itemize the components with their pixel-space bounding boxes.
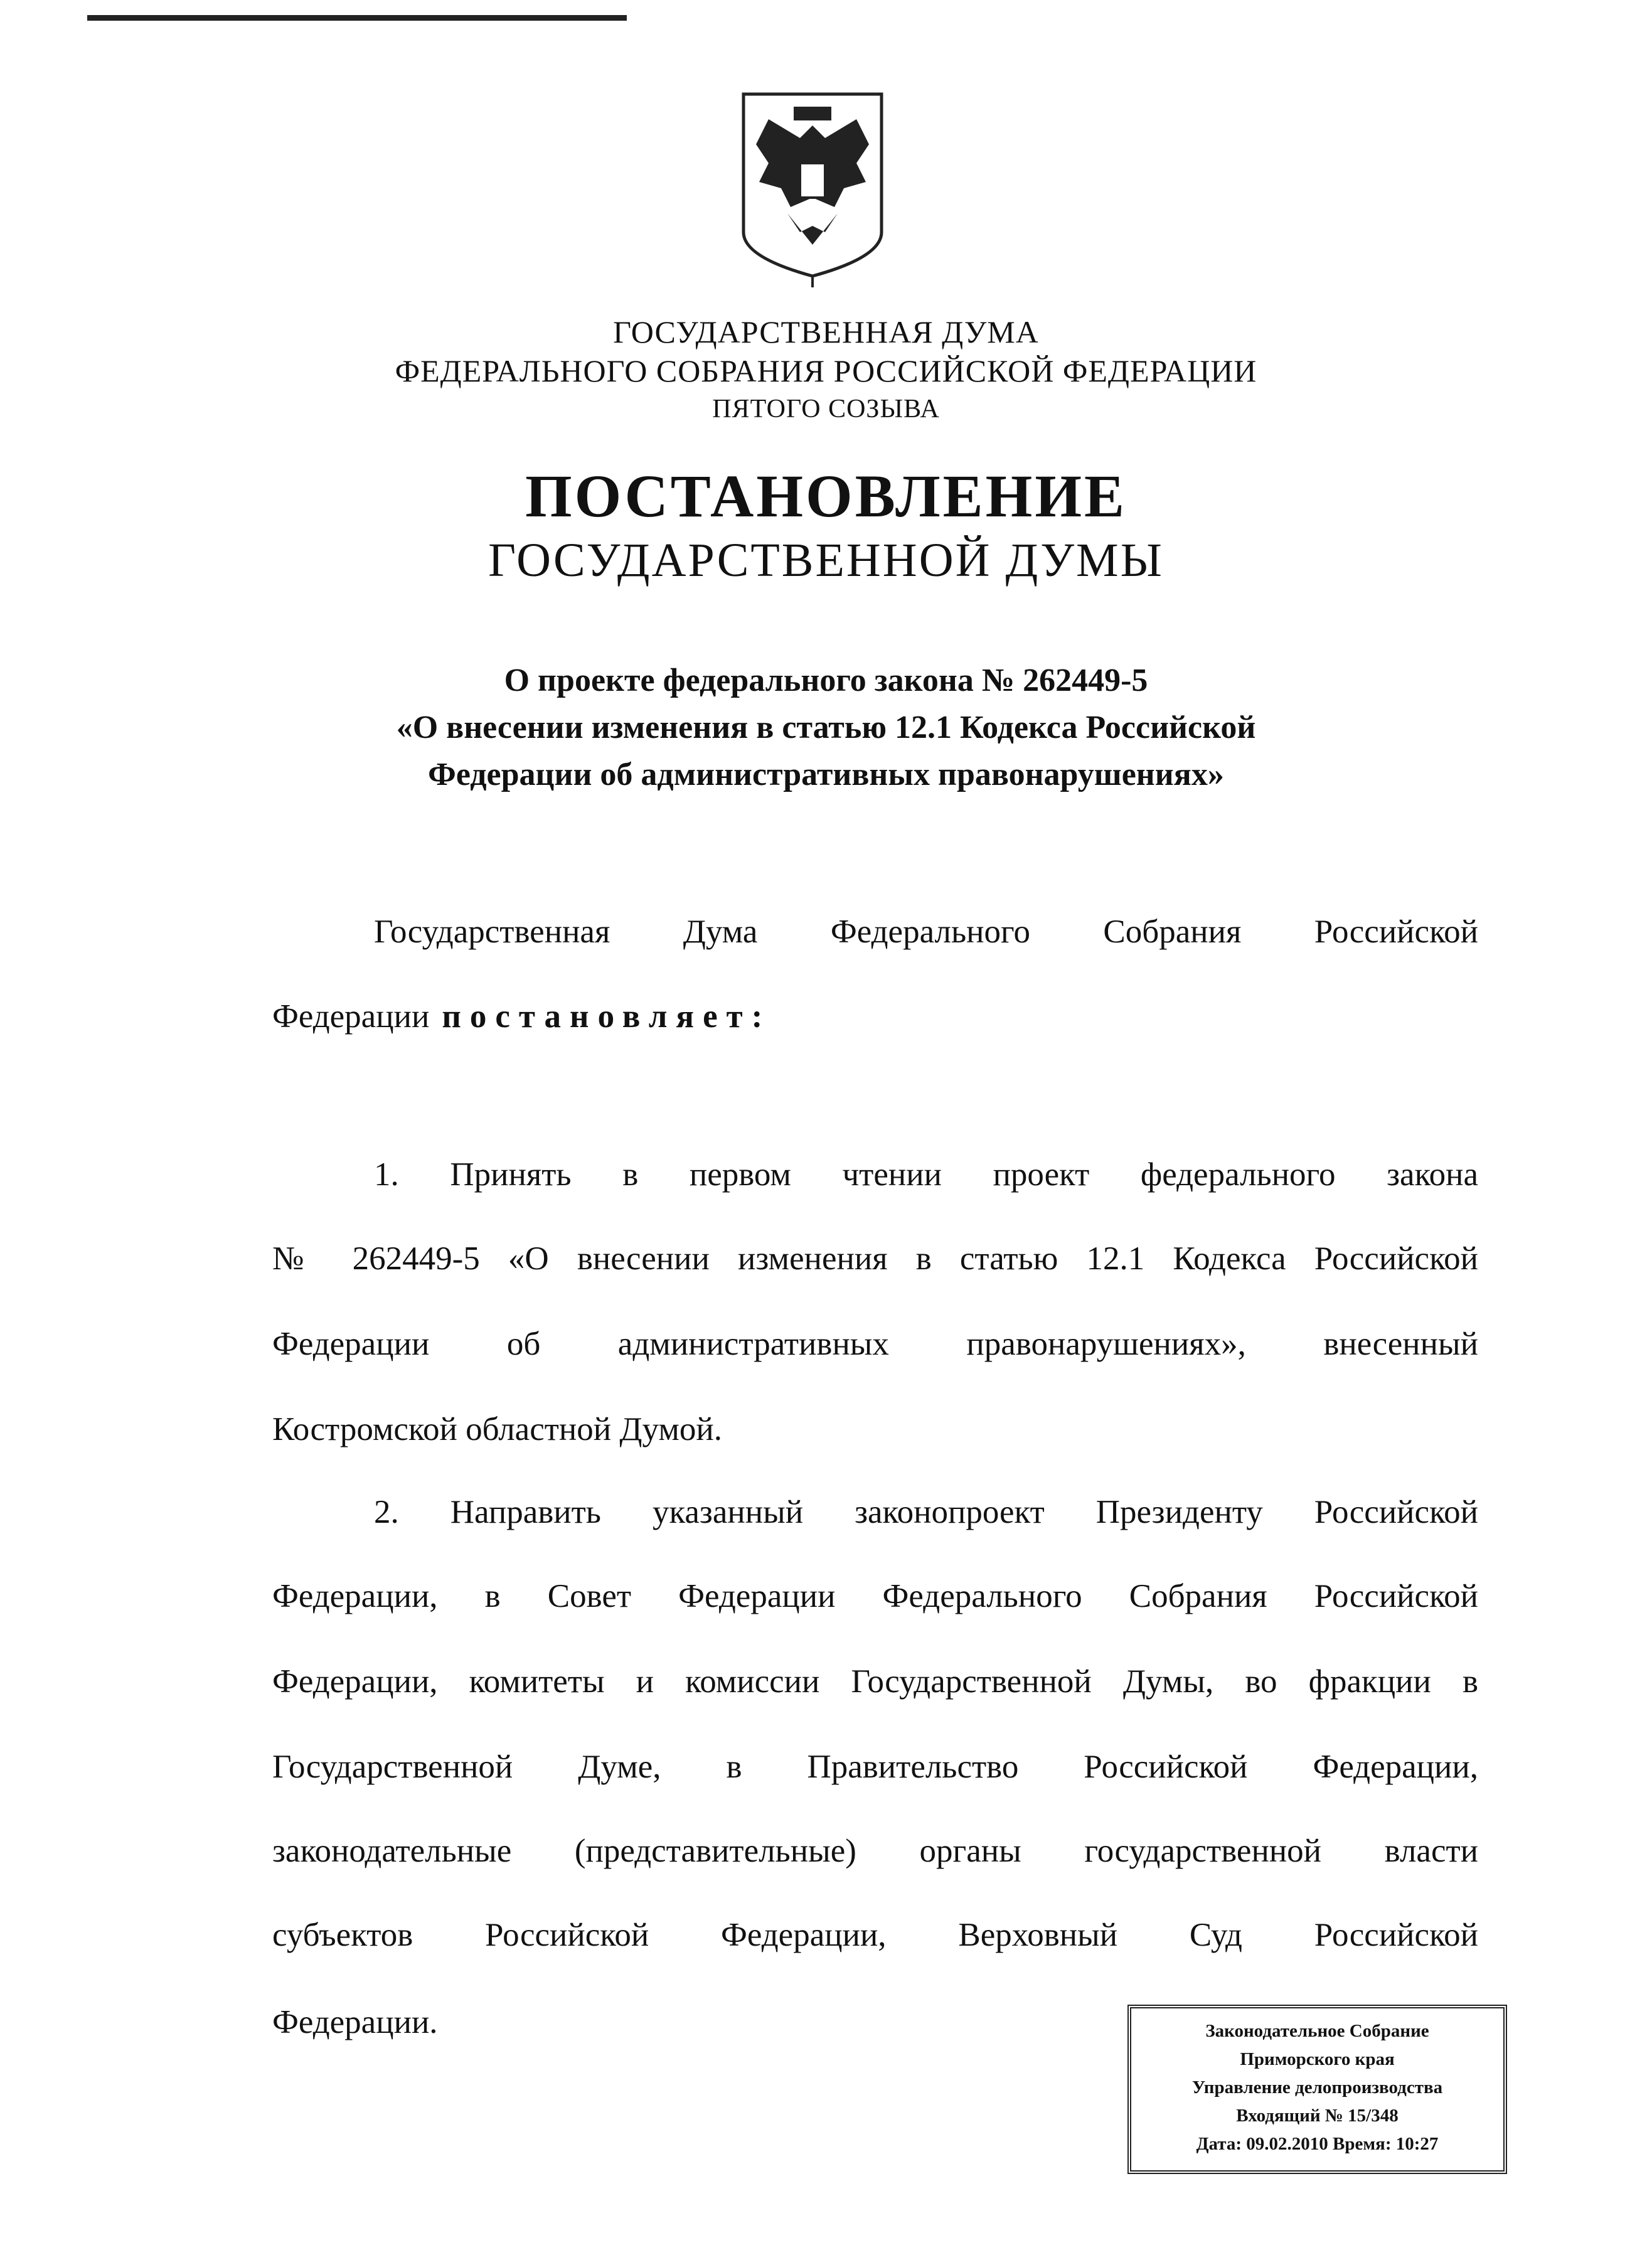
item2-line: Государственной Думе, в Правительство Российской Федерации, bbox=[272, 1749, 1478, 1785]
item1-line: Костромской областной Думой. bbox=[272, 1411, 722, 1447]
document-title: ПОСТАНОВЛЕНИЕ bbox=[525, 462, 1127, 530]
intro-line-1: Государственная Дума Федерального Собрания Российской bbox=[374, 914, 1478, 950]
header-line-1: ГОСУДАРСТВЕННАЯ ДУМА bbox=[613, 314, 1039, 349]
stamp-line-2: Приморского края bbox=[1240, 2049, 1395, 2069]
law-title-line-3: Федерации об административных правонарушениях» bbox=[428, 757, 1224, 792]
law-title-line-2: «О внесении изменения в статью 12.1 Кодекса Российской bbox=[396, 710, 1256, 745]
stamp-line-4: Входящий № 15/348 bbox=[1236, 2105, 1399, 2126]
incoming-registration-stamp bbox=[1127, 2005, 1507, 2174]
stamp-line-3: Управление делопроизводства bbox=[1191, 2077, 1443, 2097]
header-line-2: ФЕДЕРАЛЬНОГО СОБРАНИЯ РОССИЙСКОЙ ФЕДЕРАЦИИ bbox=[395, 353, 1257, 388]
item1-line: № 262449-5 «О внесении изменения в статью 12.1 Кодекса Российской bbox=[272, 1240, 1478, 1277]
item2-line: 2. Направить указанный законопроект Президенту Российской bbox=[374, 1494, 1478, 1530]
item2-line: Федерации. bbox=[272, 2004, 438, 2040]
document-subtitle: ГОСУДАРСТВЕННОЙ ДУМЫ bbox=[488, 534, 1164, 587]
item1-line: 1. Принять в первом чтении проект федерального закона bbox=[374, 1156, 1478, 1193]
item2-line: законодательные (представительные) органы государственной власти bbox=[272, 1833, 1478, 1869]
resolution-verb: постановляет: bbox=[442, 998, 772, 1035]
scan-edge-line bbox=[87, 15, 627, 21]
stamp-line-5: Дата: 09.02.2010 Время: 10:27 bbox=[1196, 2133, 1439, 2154]
intro-line-2 bbox=[272, 998, 1478, 1035]
coat-of-arms-icon bbox=[731, 88, 894, 289]
intro-text: Федерации bbox=[272, 998, 430, 1035]
item2-line: субъектов Российской Федерации, Верховный Суд Российской bbox=[272, 1917, 1478, 1953]
item2-line: Федерации, комитеты и комиссии Государственной Думы, во фракции в bbox=[272, 1663, 1478, 1700]
header-line-3: ПЯТОГО СОЗЫВА bbox=[712, 395, 940, 424]
item2-line: Федерации, в Совет Федерации Федерального Собрания Российской bbox=[272, 1578, 1478, 1614]
law-title-line-1: О проекте федерального закона № 262449-5 bbox=[504, 663, 1148, 698]
item1-line: Федерации об административных правонарушениях», внесенный bbox=[272, 1326, 1478, 1362]
stamp-line-1: Законодательное Собрание bbox=[1205, 2021, 1429, 2041]
